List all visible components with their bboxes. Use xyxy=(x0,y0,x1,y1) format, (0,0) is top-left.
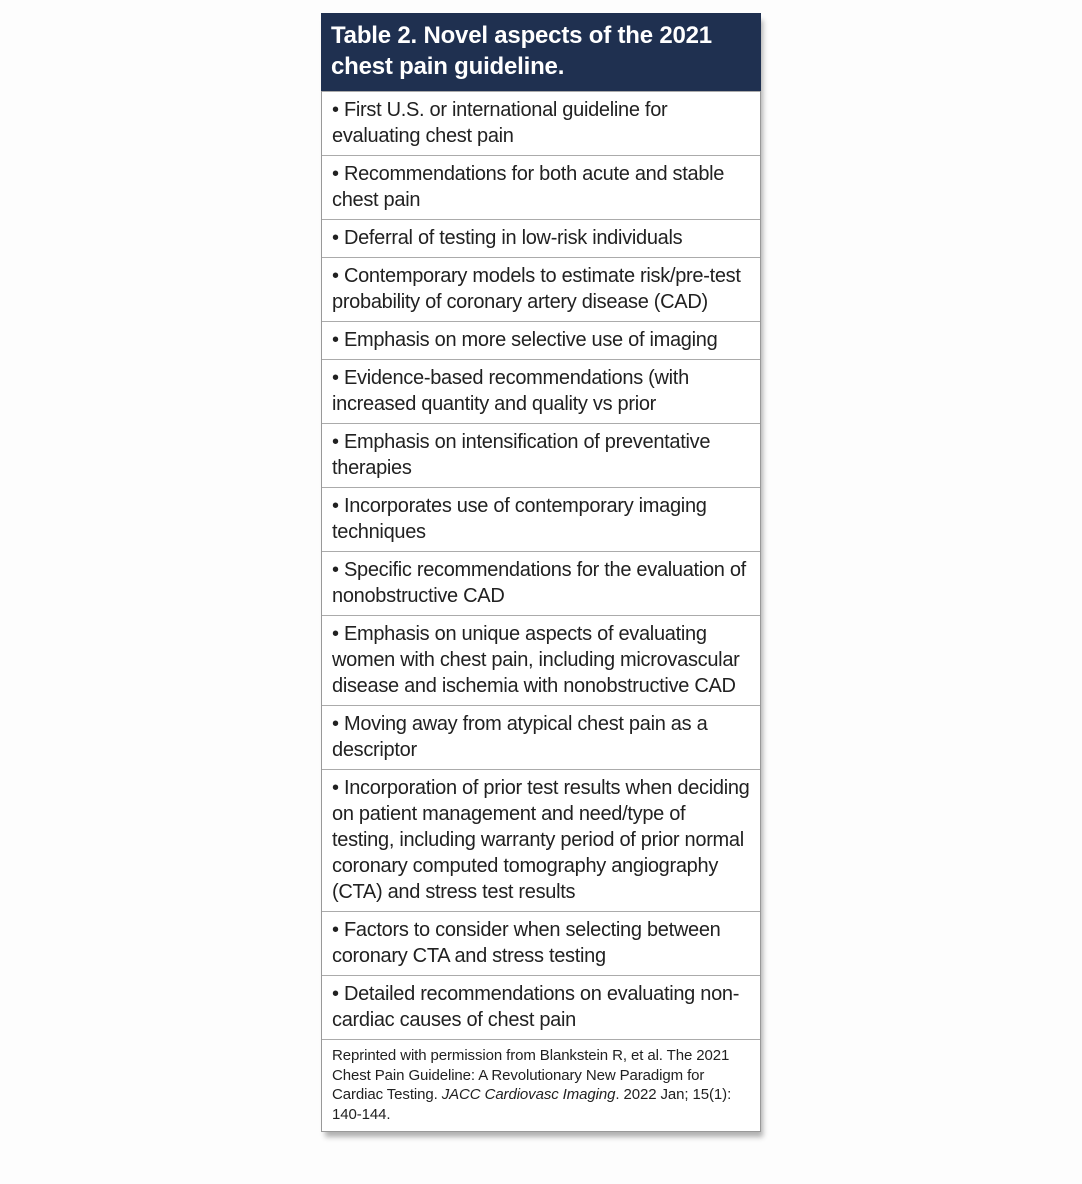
table-row: • Moving away from atypical chest pain as a descriptor xyxy=(322,705,760,769)
table-title: Table 2. Novel aspects of the 2021 chest pain guideline. xyxy=(321,13,761,91)
table-row: • Contemporary models to estimate risk/pre-test probability of coronary artery disease (CAD) xyxy=(322,257,760,321)
table-row: • Incorporates use of contemporary imaging techniques xyxy=(322,487,760,551)
table-row: • Emphasis on intensification of preventative therapies xyxy=(322,423,760,487)
table-row: • Detailed recommendations on evaluating non-cardiac causes of chest pain xyxy=(322,975,760,1039)
table-row: • Emphasis on unique aspects of evaluating women with chest pain, including microvascular disease and ischemia with nonobstructive CAD xyxy=(322,615,760,705)
table-row: • Deferral of testing in low-risk individuals xyxy=(322,219,760,257)
table-row: • Emphasis on more selective use of imaging xyxy=(322,321,760,359)
table-row: • Incorporation of prior test results when deciding on patient management and need/type of testing, including warranty period of prior normal coronary computed tomography angiography (CTA) and stress test results xyxy=(322,769,760,911)
table-row: • First U.S. or international guideline for evaluating chest pain xyxy=(322,91,760,155)
table-row: • Specific recommendations for the evaluation of nonobstructive CAD xyxy=(322,551,760,615)
table-footnote xyxy=(322,1039,760,1131)
table-2-card xyxy=(321,13,761,1132)
journal-name: JACC Cardiovasc Imaging xyxy=(441,1086,616,1103)
table-row: • Factors to consider when selecting between coronary CTA and stress testing xyxy=(322,911,760,975)
table-row: • Evidence-based recommendations (with increased quantity and quality vs prior xyxy=(322,359,760,423)
table-row: • Recommendations for both acute and stable chest pain xyxy=(322,155,760,219)
footnote-text: Reprinted with permission from Blankstein R, et al. The 2021 Chest Pain Guideline: A Revolutionary New Paradigm for Cardiac Testing. xyxy=(332,1047,730,1103)
footnote-citation: . 2022 Jan; 15(1): 140-144. xyxy=(332,1086,732,1123)
